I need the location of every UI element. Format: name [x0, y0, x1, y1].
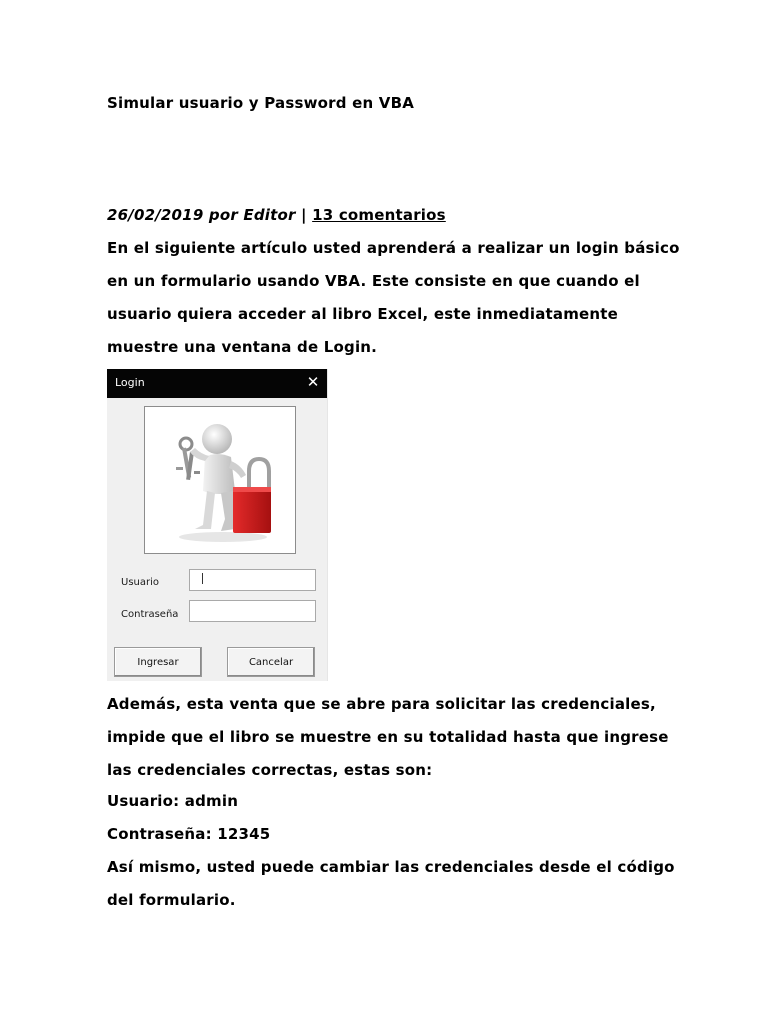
- comments-link[interactable]: 13 comentarios: [312, 206, 446, 224]
- intro-line-1: En el siguiente artículo usted aprenderá a realizar un login básico: [107, 239, 680, 257]
- body-line-2: impide que el libro se muestre en su totalidad hasta que ingrese: [107, 728, 669, 746]
- cancel-button[interactable]: Cancelar: [227, 647, 315, 677]
- closing-line-1: Así mismo, usted puede cambiar las credenciales desde el código: [107, 858, 675, 876]
- credentials-password: Contraseña: 12345: [107, 825, 271, 843]
- meta-separator: |: [301, 206, 307, 224]
- closing-line-2: del formulario.: [107, 891, 236, 909]
- body-line-3: las credenciales correctas, estas son:: [107, 761, 433, 779]
- text-caret: [202, 573, 203, 584]
- person-with-keys-and-padlock-icon: [145, 407, 295, 553]
- credentials-user: Usuario: admin: [107, 792, 239, 810]
- dialog-title: Login: [115, 376, 145, 389]
- intro-line-3: usuario quiera acceder al libro Excel, este inmediatamente: [107, 305, 619, 323]
- dialog-titlebar: [107, 369, 327, 398]
- author-prefix: por: [208, 206, 238, 224]
- password-input[interactable]: [189, 600, 316, 622]
- close-icon[interactable]: ✕: [306, 373, 320, 391]
- body-line-1: Además, esta venta que se abre para solicitar las credenciales,: [107, 695, 656, 713]
- post-date: 26/02/2019: [107, 206, 204, 224]
- intro-line-4: muestre una ventana de Login.: [107, 338, 378, 356]
- user-label: Usuario: [121, 577, 160, 588]
- article-meta: [107, 206, 446, 224]
- author-name: Editor: [243, 206, 296, 224]
- login-button[interactable]: Ingresar: [114, 647, 202, 677]
- login-dialog: [107, 369, 328, 681]
- login-picture: [144, 406, 296, 554]
- password-label: Contraseña: [121, 609, 179, 620]
- article-title: Simular usuario y Password en VBA: [107, 94, 415, 112]
- intro-line-2: en un formulario usando VBA. Este consiste en que cuando el: [107, 272, 640, 290]
- user-input[interactable]: [189, 569, 316, 591]
